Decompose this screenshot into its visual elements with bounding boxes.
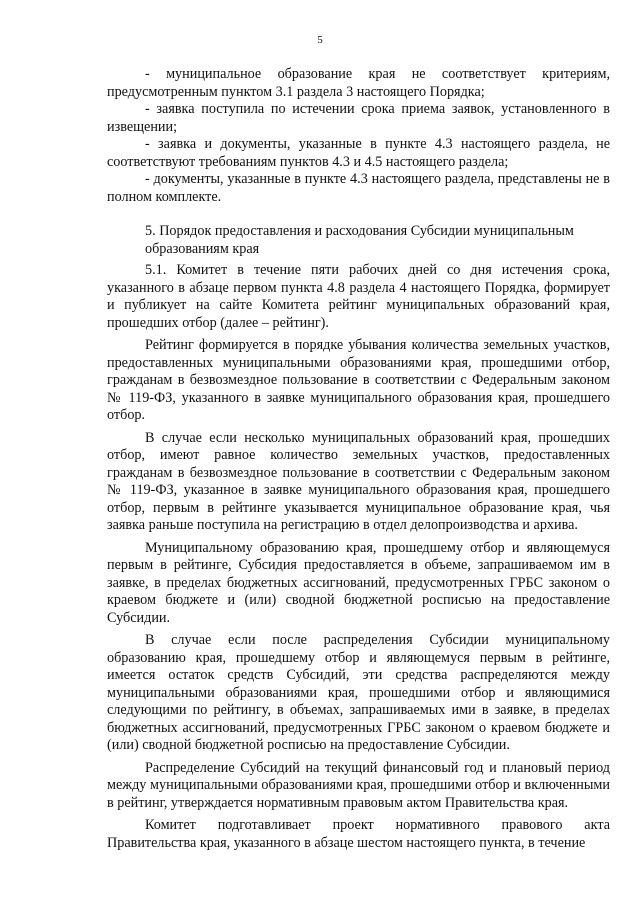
paragraph: Рейтинг формируется в порядке убывания количества земельных участков, предоставленных муниципальными образованиями края, прошедшими отбор, гражданам в безвозмездное пользование в соответствии с Федеральным законом № 119-ФЗ, указанного в заявке муниципального образования края, прошедшего отбор. [107, 337, 610, 423]
paragraph: В случае если после распределения Субсидии муниципальному образованию края, прошедшему отбор и являющемуся первым в рейтинге, имеется остаток средств Субсидий, эти средства распределяются между муниципальными образованиями края, прошедшими отбор и являющимися следующими по рейтингу, в объемах, запрашиваемых ими в заявке, в пределах бюджетных ассигнований, предусмотренных ГРБС законом о краевом бюджете и (или) сводной бюджетной росписью на предоставление Субсидии. [107, 632, 610, 753]
paragraph: Комитет подготавливает проект нормативного правового акта Правительства края, указанного в абзаце шестом настоящего пункта, в течение [107, 817, 610, 851]
page-number: 5 [317, 34, 323, 46]
paragraph: Муниципальному образованию края, прошедшему отбор и являющемуся первым в рейтинге, Субсидия предоставляется в объеме, запрашиваемом им в заявке, в пределах бюджетных ассигнований, предусмотренных ГРБС законом о краевом бюджете и (или) сводной бюджетной росписью на предоставление Субсидии. [107, 539, 610, 626]
section-heading: 5. Порядок предоставления и расходования Субсидии муниципальным образованиям края [145, 223, 574, 257]
paragraph: Распределение Субсидий на текущий финансовый год и плановый период между муниципальными образованиями края, прошедшими отбор и включенными в рейтинг, утверждается нормативным правовым актом Правительства края. [107, 759, 610, 811]
list-item: - муниципальное образование края не соответствует критериям, предусмотренным пунктом 3.1 раздела 3 настоящего Порядка; [107, 66, 610, 100]
paragraph: В случае если несколько муниципальных образований края, прошедших отбор, имеют равное количество земельных участков, предоставленных гражданам в безвозмездное пользование в соответствии с Федеральным законом № 119-ФЗ, указанное в заявке муниципального образования края, прошедшего отбор, первым в рейтинге указывается муниципальное образование края, чья заявка раньше поступила на регистрацию в отдел делопроизводства и архива. [107, 429, 610, 533]
paragraph: 5.1. Комитет в течение пяти рабочих дней со дня истечения срока, указанного в абзаце первом пункта 4.8 раздела 4 настоящего Порядка, формирует и публикует на сайте Комитета рейтинг муниципальных образований края, прошедших отбор (далее – рейтинг). [107, 262, 610, 331]
list-item: - заявка и документы, указанные в пункте 4.3 настоящего раздела, не соответствуют требованиям пунктов 4.3 и 4.5 настоящего раздела; [107, 136, 610, 170]
document-body [107, 66, 610, 852]
list-item: - документы, указанные в пункте 4.3 настоящего раздела, представлены не в полном комплекте. [107, 171, 610, 205]
list-item: - заявка поступила по истечении срока приема заявок, установленного в извещении; [107, 101, 610, 135]
